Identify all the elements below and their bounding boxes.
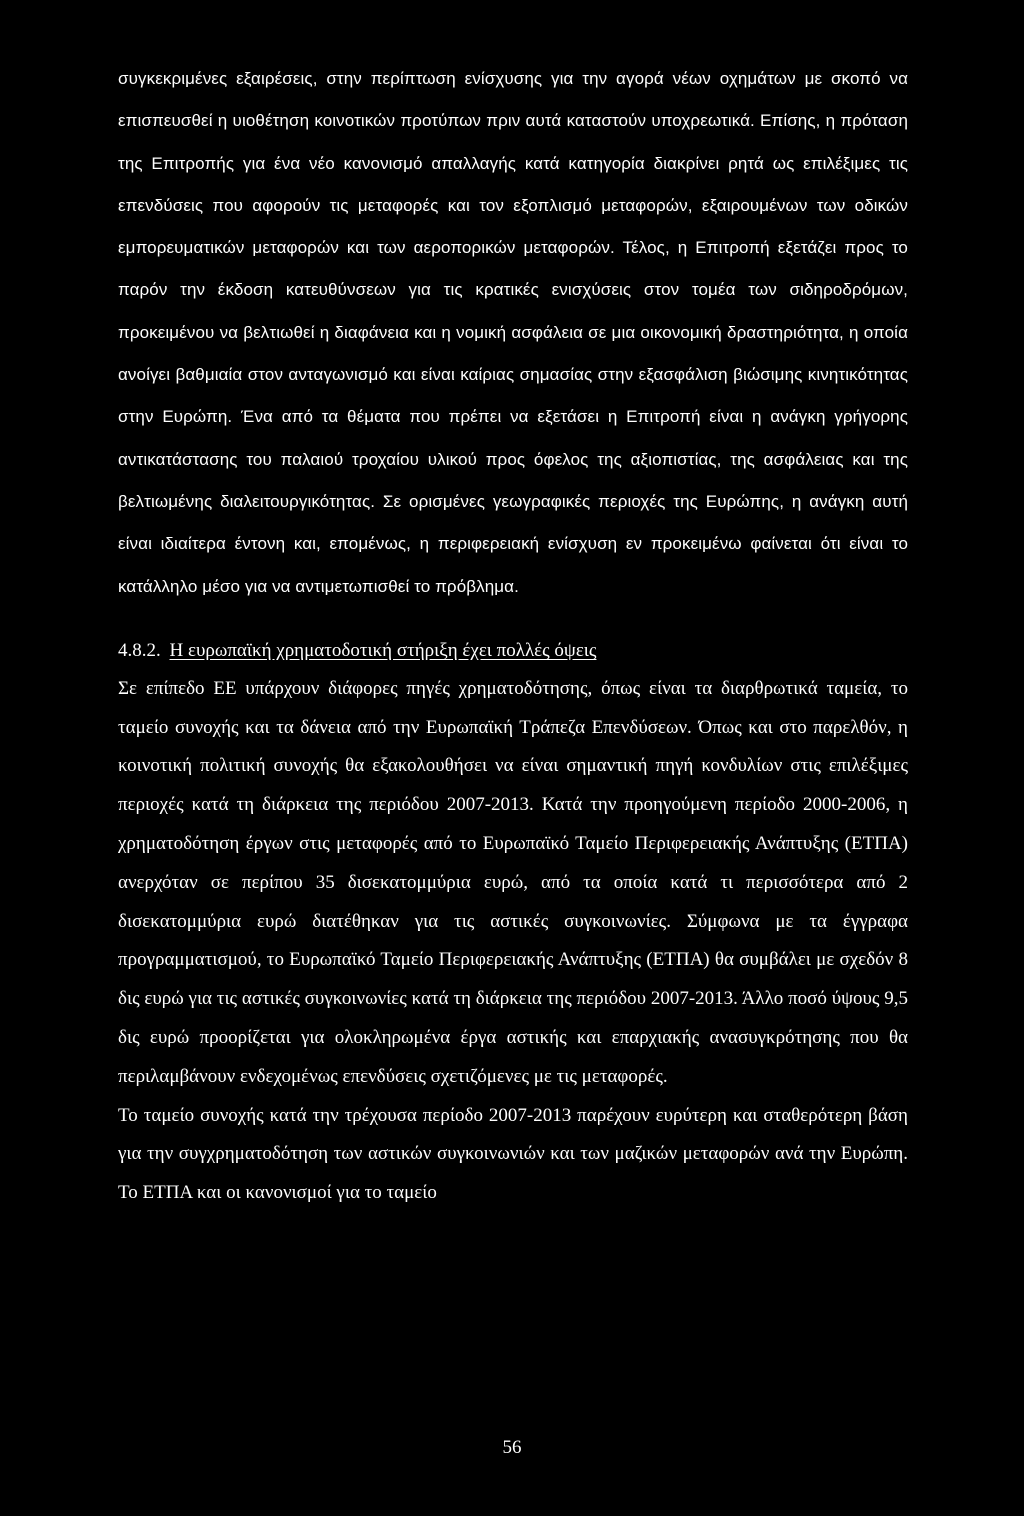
paragraph-state-aid: συγκεκριμένες εξαιρέσεις, στην περίπτωση ενίσχυσης για την αγορά νέων οχημάτων με σκοπό να επισπευσθεί η υιοθέτηση κοινοτικών προτύπων πριν αυτά καταστούν υποχρεωτικά. Επίσης, η πρόταση της Επιτροπής για ένα νέο κανονισμό απαλλαγής κατά κατηγορία διακρίνει ρητά ως επιλέξιμες τις επενδύσεις που αφορούν τις μεταφορές και τον εξοπλισμό μεταφορών, εξαιρουμένων των οδικών εμπορευματικών μεταφορών και των αεροπορικών μεταφορών. Τέλος, η Επιτροπή εξετάζει προς το παρόν την έκδοση κατευθύνσεων για τις κρατικές ενισχύσεις στον τομέα των σιδηροδρόμων, προκειμένου να βελτιωθεί η διαφάνεια και η νομική ασφάλεια σε μια οικονομική δραστηριότητα, η οποία ανοίγει βαθμιαία στον ανταγωνισμό και είναι καίριας σημασίας στην εξασφάλιση βιώσιμης κινητικότητας στην Ευρώπη. Ένα από τα θέματα που πρέπει να εξετάσει η Επιτροπή είναι η ανάγκη γρήγορης αντικατάστασης του παλαιού τροχαίου υλικού προς όφελος της αξιοπιστίας, της ασφάλειας και της βελτιωμένης διαλειτουργικότητας. Σε ορισμένες γεωγραφικές περιοχές της Ευρώπης, η ανάγκη αυτή είναι ιδιαίτερα έντονη και, επομένως, η περιφερειακή ενίσχυση εν προκειμένω φαίνεται ότι είναι το κατάλληλο μέσο για να αντιμετωπισθεί το πρόβλημα. bbox=[118, 69, 908, 596]
page-number: 56 bbox=[502, 1437, 522, 1458]
section-number: 4.8.2. bbox=[118, 639, 161, 661]
section-title: Η ευρωπαϊκή χρηματοδοτική στήριξη έχει πολλές όψεις bbox=[169, 639, 597, 661]
paragraph-eu-funding: Σε επίπεδο ΕΕ υπάρχουν διάφορες πηγές χρηματοδότησης, όπως είναι τα διαρθρωτικά ταμεία, το ταμείο συνοχής και τα δάνεια από την Ευρωπαϊκή Τράπεζα Επενδύσεων. Όπως και στο παρελθόν, η κοινοτική πολιτική συνοχής θα εξακολουθήσει να είναι σημαντική πηγή κονδυλίων στις επιλέξιμες περιοχές κατά τη διάρκεια της περιόδου 2007-2013. Κατά την προηγούμενη περίοδο 2000-2006, η χρηματοδότηση έργων στις μεταφορές από το Ευρωπαϊκό Ταμείο Περιφερειακής Ανάπτυξης (ΕΤΠΑ) ανερχόταν σε περίπου 35 δισεκατομμύρια ευρώ, από τα οποία κατά τι περισσότερα από 2 δισεκατομμύρια ευρώ διατέθηκαν για τις αστικές συγκοινωνίες. Σύμφωνα με τα έγγραφα προγραμματισμού, το Ευρωπαϊκό Ταμείο Περιφερειακής Ανάπτυξης (ΕΤΠΑ) θα συμβάλει με σχεδόν 8 δις ευρώ για τις αστικές συγκοινωνίες κατά τη διάρκεια της περιόδου 2007-2013. Άλλο ποσό ύψους 9,5 δις ευρώ προορίζεται για ολοκληρωμένα έργα αστικής και επαρχιακής ανασυγκρότησης που θα περιλαμβάνουν ενδεχομένως επενδύσεις σχετιζόμενες με τις μεταφορές. bbox=[118, 677, 908, 1087]
document-page bbox=[118, 58, 908, 1213]
paragraph-cohesion-fund: Το ταμείο συνοχής κατά την τρέχουσα περίοδο 2007-2013 παρέχουν ευρύτερη και σταθερότερη βάση για την συγχρηματοδότηση των αστικών συγκοινωνιών και των μαζικών μεταφορών ανά την Ευρώπη. Το ΕΤΠΑ και οι κανονισμοί για το ταμείο bbox=[118, 1104, 908, 1204]
section-heading bbox=[118, 636, 908, 666]
